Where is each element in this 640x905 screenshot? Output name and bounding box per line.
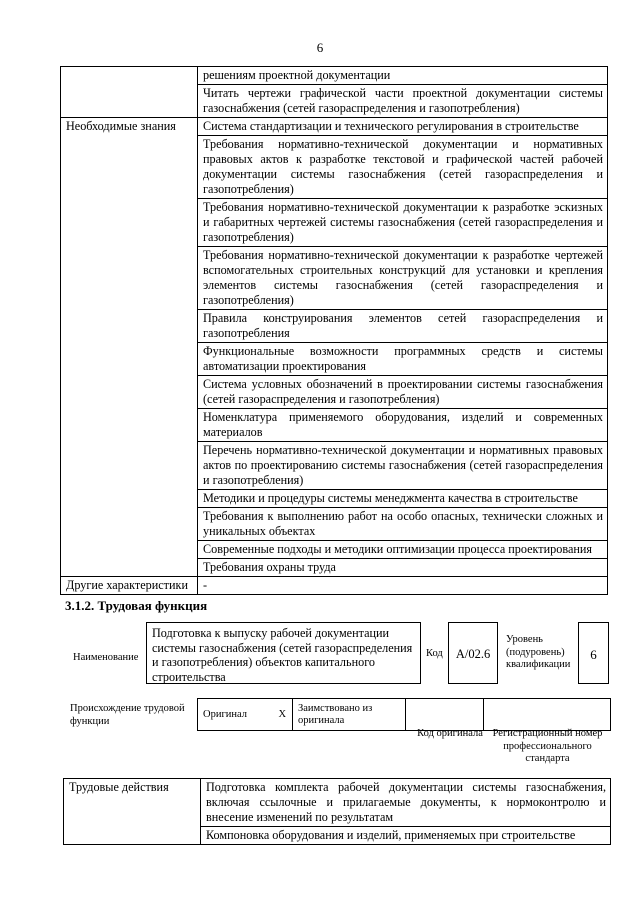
row-text-cell: Требования нормативно-технической документации и нормативных правовых актов к разработке текстовой и графической частей рабочей документации системы газоснабжения (сетей газораспределения и газопотребления) xyxy=(198,136,608,199)
row-text-cell: Система условных обозначений в проектировании системы газоснабжения (сетей газораспределения и газопотребления) xyxy=(198,376,608,409)
actions-table xyxy=(63,778,611,845)
level-label: Уровень (подуровень) квалификации xyxy=(506,634,571,670)
actions-table-body xyxy=(64,779,611,845)
action-text-cell: Подготовка комплекта рабочей документации системы газоснабжения, включая ссылочные и прилагаемые документы, к нормоконтролю и внесение изменений по результатам xyxy=(201,779,611,827)
row-text-cell: решениям проектной документации xyxy=(198,67,608,85)
name-label: Наименование xyxy=(73,652,139,663)
row-text-cell: Требования нормативно-технической документации к разработке чертежей вспомогательных строительных конструкций для установки и крепления элементов системы газоснабжения (сетей газораспределения и газопотребления) xyxy=(198,247,608,310)
row-text-cell: Читать чертежи графической части проектной документации системы газоснабжения (сетей газораспределения и газопотребления) xyxy=(198,85,608,118)
row-text-cell: Система стандартизации и технического регулирования в строительстве xyxy=(198,118,608,136)
row-text-cell: Требования к выполнению работ на особо опасных, технически сложных и уникальных объектах xyxy=(198,508,608,541)
table-row xyxy=(61,118,608,136)
table-row xyxy=(64,779,611,827)
row-label-cell: Другие характеристики xyxy=(61,577,198,595)
row-text-cell: - xyxy=(198,577,608,595)
origin-table xyxy=(197,698,611,731)
action-text-cell: Компоновка оборудования и изделий, применяемых при строительстве xyxy=(201,827,611,845)
row-text-cell: Номенклатура применяемого оборудования, изделий и современных материалов xyxy=(198,409,608,442)
original-label: Оригинал xyxy=(198,699,273,731)
knowledge-table xyxy=(60,66,608,595)
row-text-cell: Методики и процедуры системы менеджмента качества в строительстве xyxy=(198,490,608,508)
page-number: 6 xyxy=(316,40,324,55)
table-row xyxy=(61,577,608,595)
reg-number-label: Регистрационный номер профессионального стандарта xyxy=(492,728,603,764)
row-label-cell xyxy=(61,67,198,118)
function-code-value: А/02.6 xyxy=(448,622,498,684)
row-text-cell: Требования охраны труда xyxy=(198,559,608,577)
original-mark: Х xyxy=(273,699,293,731)
knowledge-table-body xyxy=(61,67,608,595)
code-label: Код xyxy=(426,648,443,659)
origin-label: Происхождение трудовой функции xyxy=(70,703,185,727)
code-original-cell xyxy=(406,699,484,731)
row-label-cell: Необходимые знания xyxy=(61,118,198,577)
function-name-value: Подготовка к выпуску рабочей документации системы газоснабжения (сетей газораспределения и газопотребления) объектов капитального строительства xyxy=(146,622,421,684)
actions-label-cell: Трудовые действия xyxy=(64,779,201,845)
code-original-label: Код оригинала xyxy=(417,728,483,739)
section-heading: 3.1.2. Трудовая функция xyxy=(65,598,208,613)
table-row xyxy=(61,67,608,85)
reg-number-cell xyxy=(484,699,611,731)
borrowed-label: Заимствовано из оригинала xyxy=(293,699,406,731)
row-text-cell: Современные подходы и методики оптимизации процесса проектирования xyxy=(198,541,608,559)
row-text-cell: Требования нормативно-технической документации к разработке эскизных и габаритных чертежей системы газоснабжения (сетей газораспределения и газопотребления) xyxy=(198,199,608,247)
level-value: 6 xyxy=(578,622,609,684)
row-text-cell: Функциональные возможности программных средств и системы автоматизации проектирования xyxy=(198,343,608,376)
row-text-cell: Перечень нормативно-технической документации и нормативных правовых актов по проектированию системы газоснабжения (сетей газораспределения и газопотребления) xyxy=(198,442,608,490)
row-text-cell: Правила конструирования элементов сетей газораспределения и газопотребления xyxy=(198,310,608,343)
